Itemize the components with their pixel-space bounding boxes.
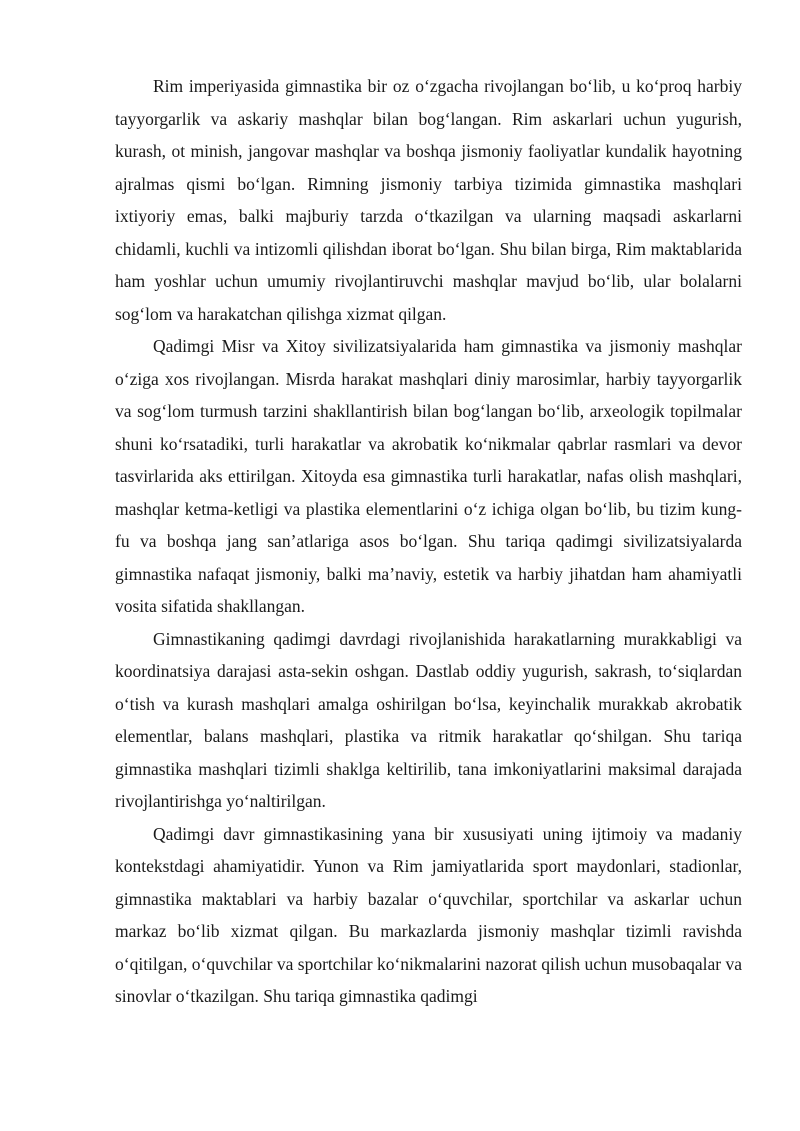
document-page bbox=[115, 70, 742, 1013]
paragraph-egypt-china: Qadimgi Misr va Xitoy sivilizatsiyalarida ham gimnastika va jismoniy mashqlar o‘ziga xos rivojlangan. Misrda harakat mashqlari diniy marosimlar, harbiy tayyorgarlik va sog‘lom turmush tarzini shakllantirish bilan bog‘langan bo‘lib, arxeologik topilmalar shuni ko‘rsatadiki, turli harakatlar va akrobatik ko‘nikmalar qabrlar rasmlari va devor tasvirlarida aks ettirilgan. Xitoyda esa gimnastika turli harakatlar, nafas olish mashqlari, mashqlar ketma-ketligi va plastika elementlarini o‘z ichiga olgan bo‘lib, bu tizim kung-fu va boshqa jang san’atlariga asos bo‘lgan. Shu tariqa qadimgi sivilizatsiyalarda gimnastika nafaqat jismoniy, balki ma’naviy, estetik va harbiy jihatdan ham ahamiyatli vosita sifatida shakllangan. bbox=[115, 336, 742, 616]
paragraph-development: Gimnastikaning qadimgi davrdagi rivojlanishida harakatlarning murakkabligi va koordinatsiya darajasi asta-sekin oshgan. Dastlab oddiy yugurish, sakrash, to‘siqlardan o‘tish va kurash mashqlari amalga oshirilgan bo‘lsa, keyinchalik murakkab akrobatik elementlar, balans mashqlari, plastika va ritmik harakatlar qo‘shilgan. Shu tariqa gimnastika mashqlari tizimli shaklga keltirilib, tana imkoniyatlarini maksimal darajada rivojlantirishga yo‘naltirilgan. bbox=[115, 628, 742, 811]
paragraph-rome: Rim imperiyasida gimnastika bir oz o‘zgacha rivojlangan bo‘lib, u ko‘proq harbiy tayyorgarlik va askariy mashqlar bilan bog‘langan. Rim askarlari uchun yugurish, kurash, ot minish, jangovar mashqlar va boshqa jismoniy faoliyatlar kundalik hayotning ajralmas qismi bo‘lgan. Rimning jismoniy tarbiya tizimida gimnastika mashqlari ixtiyoriy emas, balki majburiy tarzda o‘tkazilgan va ularning maqsadi askarlarni chidamli, kuchli va intizomli qilishdan iborat bo‘lgan. Shu bilan birga, Rim maktablarida ham yoshlar uchun umumiy rivojlantiruvchi mashqlar mavjud bo‘lib, ular bolalarni sog‘lom va harakatchan qilishga xizmat qilgan. bbox=[115, 76, 742, 324]
paragraph-social-context: Qadimgi davr gimnastikasining yana bir xususiyati uning ijtimoiy va madaniy kontekstdagi ahamiyatidir. Yunon va Rim jamiyatlarida sport maydonlari, stadionlar, gimnastika maktablari va harbiy bazalar o‘quvchilar, sportchilar va askarlar uchun markaz bo‘lib xizmat qilgan. Bu markazlarda jismoniy mashqlar tizimli ravishda o‘qitilgan, o‘quvchilar va sportchilar ko‘nikmalarini nazorat qilish uchun musobaqalar va sinovlar o‘tkazilgan. Shu tariqa gimnastika qadimgi bbox=[115, 823, 742, 1006]
